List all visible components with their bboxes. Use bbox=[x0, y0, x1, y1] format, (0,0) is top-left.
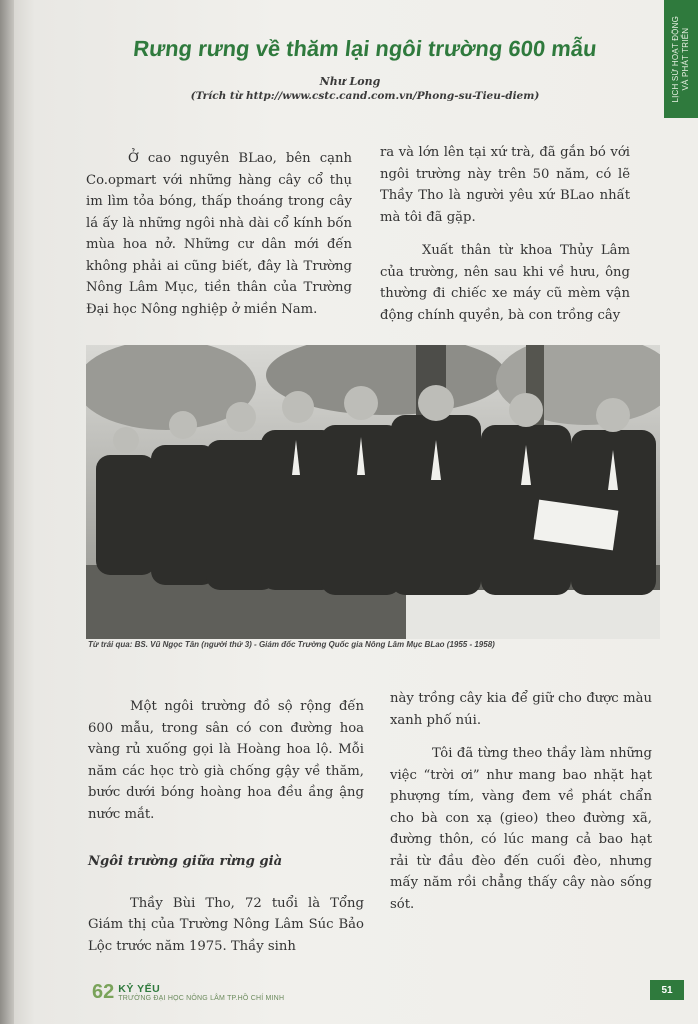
paragraph: Thầy Bùi Tho, 72 tuổi là Tổng Giám thị của Trường Nông Lâm Súc Bảo Lộc trước năm 1975. Thầy sinh bbox=[88, 895, 364, 954]
article-title: Rưng rưng về thăm lại ngôi trường 600 mẫu bbox=[132, 36, 598, 61]
section-side-tab-label: LỊCH SỬ HOẠT ĐỘNG VÀ PHÁT TRIỂN bbox=[671, 15, 690, 103]
page-number: 51 bbox=[650, 980, 684, 1000]
text-column-3 bbox=[88, 696, 364, 969]
photo-caption: Từ trái qua: BS. Vũ Ngọc Tân (người thứ 3) - Giám đốc Trường Quốc gia Nông Lâm Mục BLao (1955 - 1958) bbox=[88, 640, 495, 649]
section-side-tab bbox=[664, 0, 698, 118]
section-subheading: Ngôi trường giữa rừng già bbox=[88, 854, 283, 869]
paragraph: Xuất thân từ khoa Thủy Lâm của trường, nên sau khi về hưu, ông thường đi chiếc xe máy cũ mèm vận động chính quyền, bà con trồng cây bbox=[380, 243, 630, 323]
logo-number: 62 bbox=[92, 981, 115, 1003]
paragraph: Một ngôi trường đồ sộ rộng đến 600 mẫu, trong sân có con đường hoa vàng rủ xuống gọi là Hoàng hoa lộ. Mỗi năm các học trò già chống gậy về thăm, bước dưới bóng hoàng hoa đều ầng ậng nước mắt. bbox=[88, 699, 364, 822]
photo-illustration bbox=[86, 345, 660, 639]
text-column-4 bbox=[390, 688, 652, 927]
book-spine-shadow bbox=[0, 0, 14, 1024]
logo-subtitle: TRƯỜNG ĐẠI HỌC NÔNG LÂM TP.HỒ CHÍ MINH bbox=[118, 995, 285, 1002]
historical-group-photo bbox=[86, 345, 660, 639]
paragraph: Tôi đã từng theo thầy làm những việc “trời ơi” như mang bao nhặt hạt phượng tím, vàng đem về phát chẩn cho bà con xạ (gieo) theo đường xã, đường thôn, có lúc mang cả bao hạt rải từ đầu đèo đến cuối đèo, nhưng mấy năm rồi chẳng thấy cây nào sống sót. bbox=[390, 746, 652, 912]
paragraph: ra và lớn lên tại xứ trà, đã gắn bó với ngôi trường này trên 50 năm, có lẽ Thầy Tho là người yêu xứ BLao nhất mà tôi đã gặp. bbox=[380, 145, 630, 225]
paragraph: này trồng cây kia để giữ cho được màu xanh phố núi. bbox=[390, 691, 652, 728]
article-author: Như Long bbox=[319, 75, 381, 88]
text-column-1 bbox=[86, 148, 352, 332]
paragraph: Ở cao nguyên BLao, bên cạnh Co.opmart với những hàng cây cổ thụ im lìm tỏa bóng, thấp thoáng trong cây lá ấy là những ngôi nhà dài cổ kính bốn mùa hoa nở. Những cư dân mới đến không phải ai cũng biết, đây là Trường Nông Lâm Mục, tiền thân của Trường Đại học Nông nghiệp ở miền Nam. bbox=[86, 151, 352, 317]
yearbook-logo bbox=[92, 982, 284, 1002]
logo-title: KỶ YẾU bbox=[118, 983, 161, 995]
article-source: (Trích từ http://www.cstc.cand.com.vn/Phong-su-Tieu-diem) bbox=[190, 90, 540, 102]
text-column-2 bbox=[380, 142, 630, 338]
